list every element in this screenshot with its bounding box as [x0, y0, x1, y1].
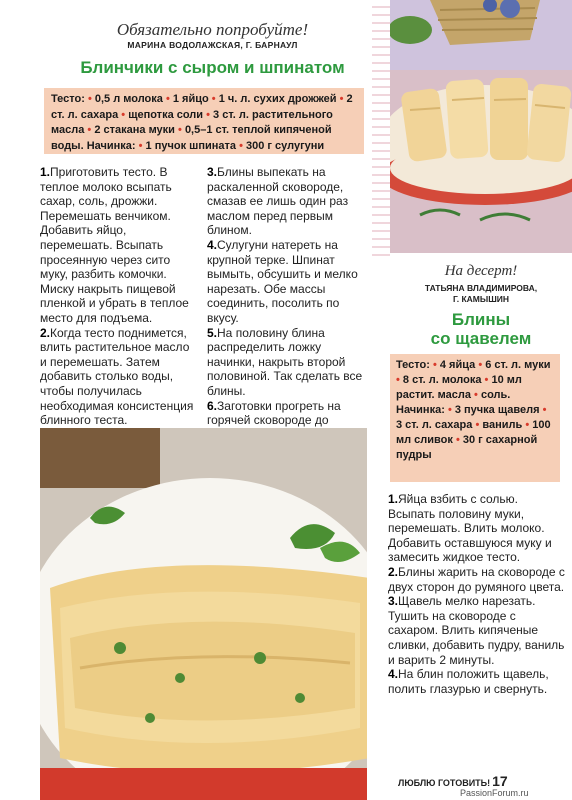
bullet-icon: • [542, 404, 547, 416]
bullet-icon: • [484, 374, 489, 386]
step-text: Блины выпекать на раскаленной сковороде, смазав ее лишь один раз маслом перед первым блином. [207, 165, 349, 238]
step-number: 2. [388, 564, 399, 579]
recipe1-steps-right [207, 165, 367, 457]
step-text: Яйца взбить с солью. Всыпать половину муки, перемешать. Влить молоко. Добавить оставшуюся муку и замесить жидкое тесто. [388, 492, 552, 565]
bullet-icon: • [525, 419, 530, 431]
filling-item: 300 г сулугуни [245, 139, 325, 152]
recipe2-tagline: На десерт! [444, 263, 518, 279]
step-text: Приготовить тесто. В теплое молоко всыпать сахар, соль, дрожжи. Перемешать венчиком. Добавить яйцо, перемешать. Всыпать просеянную через сито муку, разбить комочки. Миску накрыть пищевой пленкой и убрать в теплое место для подъема. [40, 165, 189, 325]
step-text: На половину блина распределить ложку начинки, накрыть второй половиной. Так сделать все блины. [207, 325, 363, 398]
cheese-spinach-crepes-illustration [40, 428, 367, 800]
step-text: Заготовки прогреть на горячей сковороде до [207, 398, 341, 428]
filling-item: 30 г сахарной пудры [396, 434, 538, 461]
ingredients-label: Тесто: [51, 93, 85, 105]
step-text: На блин положить щавель, полить глазурью и свернуть. [388, 667, 549, 696]
filling-item: ваниль [482, 419, 523, 431]
ingredient-item: 0,5 л молока [94, 93, 163, 105]
step-number: 6. [207, 398, 218, 413]
ingredient-item: 2 ст. л. сахара [51, 93, 353, 121]
recipe1-title: Блинчики с сыром и шпинатом [80, 58, 345, 77]
ingredients-label: Тесто: [396, 359, 430, 371]
filling-item: 3 ст. л. сахара [396, 419, 473, 431]
step-number: 2. [40, 325, 51, 340]
bullet-icon: • [474, 389, 478, 401]
recipe1-tagline: Обязательно попробуйте! [116, 20, 309, 39]
bullet-icon: • [87, 124, 92, 136]
author-line: Г. КАМЫШИН [453, 294, 509, 304]
bullet-icon: • [87, 93, 92, 105]
bullet-icon: • [339, 93, 344, 105]
bullet-icon: • [239, 139, 243, 152]
bullet-icon: • [475, 419, 480, 431]
step [40, 165, 198, 326]
step-number: 4. [207, 237, 218, 252]
step-number: 1. [388, 492, 399, 506]
step-text: Сулугуни натереть на крупной терке. Шпинат вымыть, обсушить и мелко нарезать. Обе массы соединить, посолить по вкусу. [207, 237, 358, 325]
cheese-spinach-crepes-photo [40, 428, 367, 800]
bullet-icon: • [121, 108, 126, 121]
step-number: 4. [388, 667, 399, 682]
magazine-name: ЛЮБЛЮ ГОТОВИТЬ! [398, 778, 491, 788]
author-line: ТАТЬЯНА ВЛАДИМИРОВА, [424, 283, 538, 293]
step [207, 165, 367, 238]
ingredient-item: 1 ч. л. сухих дрожжей [218, 93, 337, 105]
bullet-icon: • [178, 124, 182, 136]
bullet-icon: • [396, 374, 400, 386]
filling-label: Начинка: [396, 404, 445, 416]
bullet-icon: • [447, 404, 452, 416]
bullet-icon: • [432, 359, 437, 371]
page-number: 17 [492, 773, 508, 789]
recipe1-ingredients-box [44, 88, 364, 154]
step-text: Щавель мелко нарезать. Тушить на сковороде с сахаром. Влить кипяченые сливки, добавить пудру, ваниль и варить 2 минуты. [388, 594, 565, 667]
ingredient-item: 10 мл растит. масла [396, 374, 522, 401]
step-text: Блины жарить на сковороде с двух сторон до румяного цвета. [388, 564, 565, 594]
title-line: Блины [451, 310, 511, 329]
step [207, 326, 367, 399]
filling-item: 1 пучок шпината [145, 139, 236, 152]
ingredient-item: 8 ст. л. молока [402, 374, 482, 386]
ingredient-item: соль. [480, 389, 511, 401]
bullet-icon: • [138, 139, 143, 152]
filling-label: Начинка: [86, 139, 136, 152]
step-number: 3. [388, 594, 399, 609]
ingredient-item: 2 стакана муки [94, 124, 175, 136]
bullet-icon: • [478, 359, 483, 371]
recipe2-ingredients-box [390, 354, 560, 482]
ingredient-item: щепотка соли [128, 108, 204, 121]
recipe2-steps [388, 492, 566, 696]
recipe1-steps-left [40, 165, 198, 428]
step [388, 594, 566, 667]
step-number: 1. [40, 165, 51, 179]
sorrel-crepes-photo [390, 0, 572, 253]
step-text: Когда тесто поднимется, влить растительное масло и перемешать. Затем добавить столько воды, чтобы получилась необходимая консистенция блинного теста. [40, 325, 194, 428]
step-number: 5. [207, 325, 218, 340]
ingredient-item: 0,5–1 ст. теплой кипяченой воды. [51, 124, 332, 152]
step [388, 565, 566, 594]
filling-item: 3 пучка щавеля [454, 404, 540, 416]
ingredient-item: 6 ст. л. муки [485, 359, 551, 371]
lace-border [372, 0, 390, 260]
sorrel-crepes-illustration [390, 0, 572, 253]
step [388, 492, 566, 565]
step-number: 3. [207, 165, 218, 179]
step [40, 326, 198, 428]
step [388, 667, 566, 696]
ingredient-item: 4 яйца [439, 359, 476, 371]
step [207, 238, 367, 326]
watermark: PassionForum.ru [460, 788, 529, 798]
bullet-icon: • [165, 93, 170, 105]
recipe1-author: МАРИНА ВОДОЛАЖСКАЯ, Г. БАРНАУЛ [127, 40, 298, 50]
bullet-icon: • [211, 93, 216, 105]
filling-item: 100 мл сливок [396, 419, 551, 446]
ingredient-item: 1 яйцо [172, 93, 209, 105]
recipe2-author [395, 283, 567, 305]
bullet-icon: • [206, 108, 210, 121]
bullet-icon: • [455, 434, 460, 446]
title-line: со щавелем [430, 329, 532, 348]
ingredient-item: 3 ст. л. растительного масла [51, 108, 333, 136]
recipe2-title [395, 310, 567, 348]
page-footer [398, 773, 508, 789]
